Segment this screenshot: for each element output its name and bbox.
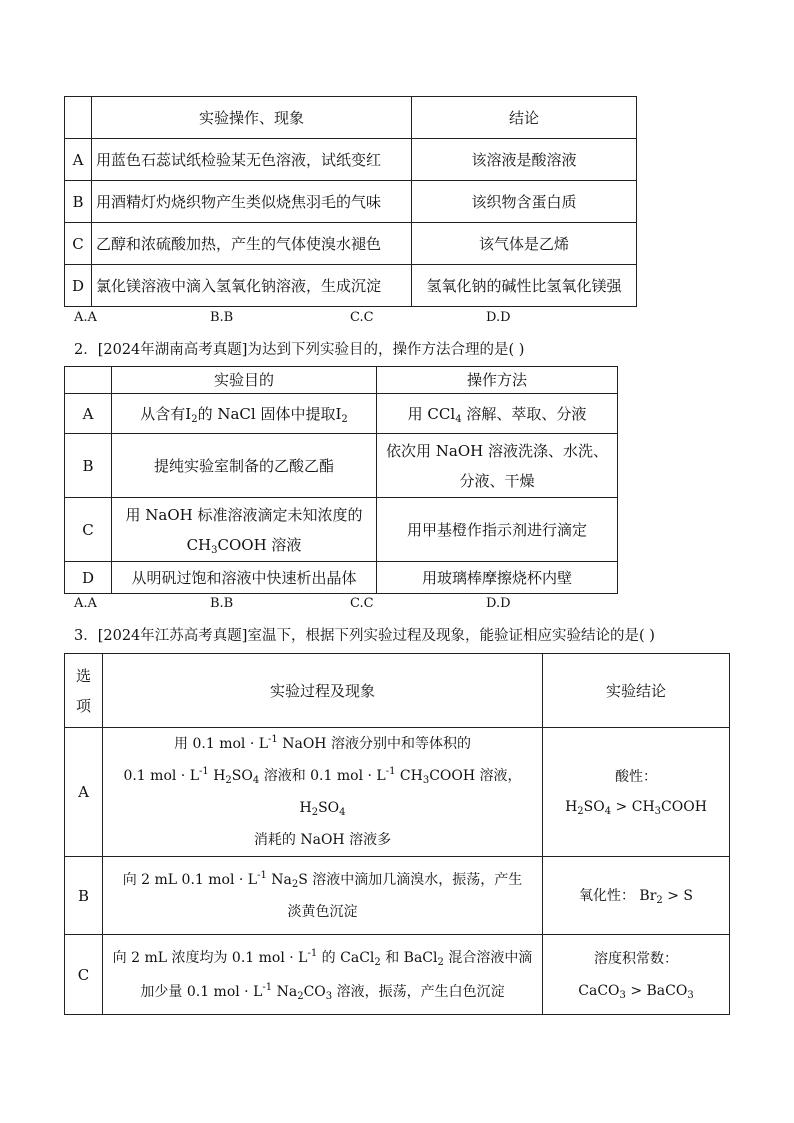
option-b[interactable]: B.B [210,310,234,325]
table-row [65,139,637,181]
table-row [65,562,618,594]
q1-header-blank [65,97,92,139]
option-d[interactable]: D.D [486,596,511,611]
conclusion-cell: 酸性： $H_2SO_4$ > $CH_3COOH$ [543,728,730,857]
table-row [65,935,730,1015]
row-label: A [65,394,112,434]
table-row [65,181,637,223]
q3-table [64,653,730,1015]
method-cell: 用 CCl$_4$ 溶解、萃取、分液 [377,394,618,434]
q1-header-operation: 实验操作、现象 [92,97,412,139]
q3-stem: 3．[2024年江苏高考真题]室温下，根据下列实验过程及现象，能验证相应实验结论的是( ) [74,628,655,644]
purpose-cell: 从含有$I_2$的 NaCl 固体中提取$I_2$ [112,394,377,434]
option-a[interactable]: A.A [74,310,97,325]
process-cell: 用 0.1 mol · $L^{-1}$ NaOH 溶液分别中和等体积的 0.1 mol · $L^{-1}$ $H_2SO_4$ 溶液和 0.1 mol · $L^{-1}$ $CH_3COOH$ 溶液， $H_2SO_4$ 消耗的 NaOH 溶液多 [103,728,543,857]
process-cell: 向 2 mL 0.1 mol · $L^{-1}$ $Na_2S$ 溶液中滴加几滴溴水，振荡，产生 淡黄色沉淀 [103,857,543,935]
option-d[interactable]: D.D [486,310,511,325]
q1-table [64,96,637,307]
q3-header-process: 实验过程及现象 [103,654,543,728]
table-row [65,265,637,307]
row-label: C [65,223,92,265]
q2-header-method: 操作方法 [377,367,618,394]
q3-header-option: 选 项 [65,654,103,728]
purpose-cell: 提纯实验室制备的乙酸乙酯 [112,434,377,498]
operation-cell: 用蓝色石蕊试纸检验某无色溶液，试纸变红 [92,139,412,181]
process-cell: 向 2 mL 浓度均为 0.1 mol · $L^{-1}$ 的 CaCl$_2$ 和 BaCl$_2$ 混合溶液中滴 加少量 0.1 mol · $L^{-1}$ $Na_2CO_3$ 溶液，振荡，产生白色沉淀 [103,935,543,1015]
q3-header-conclusion: 实验结论 [543,654,730,728]
table-row [65,498,618,562]
method-cell: 依次用 NaOH 溶液洗涤、水洗、 分液、干燥 [377,434,618,498]
row-label: B [65,434,112,498]
conclusion-cell: 该气体是乙烯 [412,223,637,265]
row-label: C [65,498,112,562]
table-row [65,223,637,265]
row-label: D [65,562,112,594]
table-row [65,857,730,935]
row-label: B [65,181,92,223]
q1-header-conclusion: 结论 [412,97,637,139]
q2-stem: 2．[2024年湖南高考真题]为达到下列实验目的，操作方法合理的是( ) [74,342,525,358]
operation-cell: 用酒精灯灼烧织物产生类似烧焦羽毛的气味 [92,181,412,223]
q2-table [64,366,618,594]
row-label: D [65,265,92,307]
method-cell: 用玻璃棒摩擦烧杯内壁 [377,562,618,594]
operation-cell: 乙醇和浓硫酸加热，产生的气体使溴水褪色 [92,223,412,265]
conclusion-cell: 氢氧化钠的碱性比氢氧化镁强 [412,265,637,307]
option-b[interactable]: B.B [210,596,234,611]
purpose-cell: 从明矾过饱和溶液中快速析出晶体 [112,562,377,594]
table-row [65,434,618,498]
option-c[interactable]: C.C [350,310,374,325]
table-row [65,728,730,857]
row-label: B [65,857,103,935]
row-label: A [65,139,92,181]
table-row [65,394,618,434]
conclusion-cell: 氧化性： $Br_2 > S$ [543,857,730,935]
q2-header-purpose: 实验目的 [112,367,377,394]
conclusion-cell: 该溶液是酸溶液 [412,139,637,181]
option-a[interactable]: A.A [74,596,97,611]
operation-cell: 氯化镁溶液中滴入氢氧化钠溶液，生成沉淀 [92,265,412,307]
row-label: C [65,935,103,1015]
conclusion-cell: 溶度积常数： CaCO$_3$ > BaCO$_3$ [543,935,730,1015]
conclusion-cell: 该织物含蛋白质 [412,181,637,223]
row-label: A [65,728,103,857]
option-c[interactable]: C.C [350,596,374,611]
method-cell: 用甲基橙作指示剂进行滴定 [377,498,618,562]
q2-header-blank [65,367,112,394]
purpose-cell: 用 NaOH 标准溶液滴定未知浓度的 $CH_3COOH$ 溶液 [112,498,377,562]
